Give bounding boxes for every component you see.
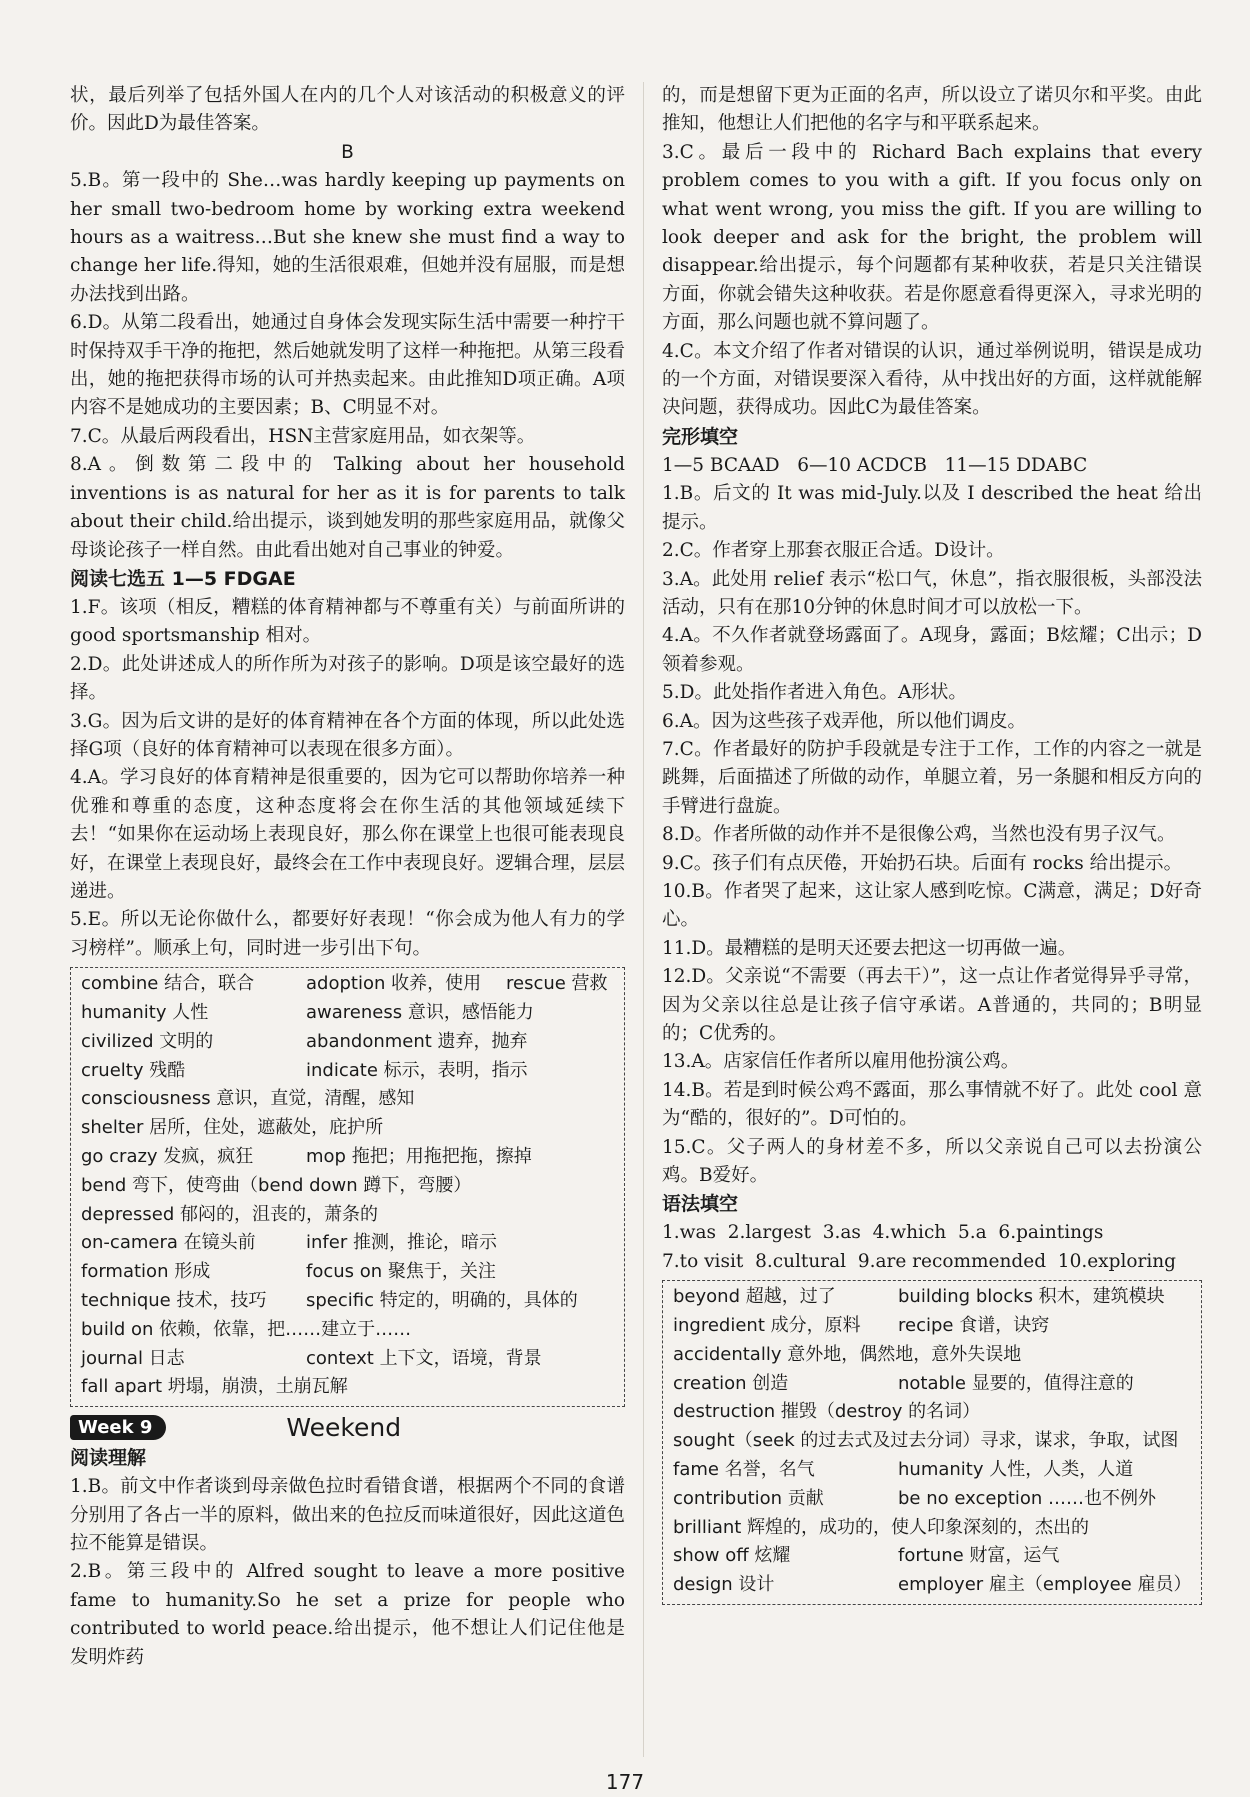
vocab-row (81, 1028, 616, 1057)
vocab-term: technique 技术，技巧 (81, 1289, 267, 1311)
reading-b-answers (70, 167, 625, 565)
vocab-term: infer 推测，推论，暗示 (306, 1232, 497, 1254)
vocab-term: beyond 超越，过了 (673, 1286, 836, 1308)
answer-item: 4.A。学习良好的体育精神是很重要的，因为它可以帮助你培养一种优雅和尊重的态度，这种态度将会在你生活的其他领域延续下去！“如果你在运动场上表现良好，那么你在课堂上也很可能表现良好，在课堂上表现良好，最终会在工作中表现良好。逻辑合理，层层递进。 (70, 767, 626, 902)
vocab-term: abandonment 遗弃，抛弃 (306, 1030, 528, 1052)
vocab-row (81, 1345, 616, 1374)
vocab-row (673, 1571, 1193, 1600)
vocab-term: accidentally 意外地，偶然地，意外失误地 (673, 1343, 1022, 1365)
vocab-row (81, 1201, 616, 1230)
vocab-term: civilized 文明的 (81, 1030, 214, 1052)
vocab-row (673, 1341, 1193, 1370)
vocab-row (81, 1085, 616, 1114)
answer-item: 4.A。不久作者就登场露面了。A现身，露面；B炫耀；C出示；D领着参观。 (662, 625, 1202, 675)
vocab-row (81, 1229, 616, 1258)
left-intro (70, 82, 625, 139)
right-intro (662, 82, 1202, 423)
grammar-heading: 语法填空 (662, 1193, 739, 1216)
answer-item: 5.E。所以无论你做什么，都要好好表现！“你会成为他人有力的学习榜样”。顺承上句，同时进一步引出下句。 (70, 909, 625, 959)
week-badge: Week 9 (70, 1415, 166, 1440)
answer-item: 的，而是想留下更为正面的名声，所以设立了诺贝尔和平奖。由此推知，他想让人们把他的名字与和平联系起来。 (662, 85, 1202, 135)
vocab-row (81, 1143, 616, 1172)
answer-item: 6.D。从第二段看出，她通过自身体会发现实际生活中需要一种拧干时保持双手干净的拖把，然后她就发明了这样一种拖把。从第三段看出，她的拖把获得市场的认可并热卖起来。由此推知D项正确。A项内容不是她成功的主要因素；B、C明显不对。 (70, 312, 626, 419)
answer-item: 1.F。该项（相反，糟糕的体育精神都与不尊重有关）与前面所讲的 good sportsmanship 相对。 (70, 596, 625, 647)
grammar-answers-line: 7.to visit 8.cultural 9.are recommended 10.exploring (662, 1250, 1177, 1272)
answer-item: 14.B。若是到时候公鸡不露面，那么事情就不好了。此处 cool 意为“酷的，很好的”。D可怕的。 (662, 1079, 1202, 1130)
vocab-row (81, 1287, 616, 1316)
answer-item: 5.B。第一段中的 She…was hardly keeping up payments on her small two-bedroom home by working extra weekend hours as a waitress…But she knew she must find a way to change her life.得知，她的生活很艰难，但她并没有屈服，而是想办法找到出路。 (70, 170, 625, 305)
vocab-term: show off 炫耀 (673, 1545, 791, 1567)
vocab-box-left (70, 967, 625, 1407)
vocab-box-right (662, 1280, 1202, 1605)
vocab-term: ingredient 成分，原料 (673, 1315, 861, 1337)
vocab-term: brilliant 辉煌的，成功的，使人印象深刻的，杰出的 (673, 1516, 1090, 1538)
vocab-term: journal 日志 (81, 1347, 185, 1369)
cloze-answer-key: 1—5 BCAAD 6—10 ACDCB 11—15 DDABC (662, 454, 1088, 476)
answer-item: 13.A。店家信任作者所以雇用他扮演公鸡。 (662, 1051, 1020, 1073)
cloze-answers (662, 480, 1202, 1190)
vocab-term: bend 弯下，使弯曲（bend down 蹲下，弯腰） (81, 1174, 472, 1196)
answer-item: 1.B。后文的 It was mid-July.以及 I described the heat 给出提示。 (662, 483, 1202, 533)
column-divider (643, 82, 644, 1757)
vocab-term: recipe 食谱，诀窍 (898, 1315, 1050, 1337)
left-column (70, 82, 625, 1672)
cloze-heading: 完形填空 (662, 425, 739, 448)
vocab-term: sought（seek 的过去式及过去分词）寻求，谋求，争取，试图 (673, 1430, 1179, 1452)
vocab-row (81, 1258, 616, 1287)
vocab-row (673, 1485, 1193, 1514)
right-column (662, 82, 1202, 1611)
answer-item: 7.C。从最后两段看出，HSN主营家庭用品，如衣架等。 (70, 425, 536, 447)
vocab-term: be no exception ……也不例外 (898, 1487, 1157, 1509)
vocab-row (673, 1283, 1193, 1312)
answer-item: 3.A。此处用 relief 表示“松口气，休息”，指衣服很板，头部没法活动，只有在那10分钟的休息时间才可以放松一下。 (662, 568, 1202, 618)
vocab-term: fame 名誉，名气 (673, 1459, 815, 1481)
vocab-term: combine 结合，联合 (81, 973, 255, 995)
vocab-row (673, 1456, 1193, 1485)
vocab-term: mop 拖把；用拖把拖，擦掉 (306, 1145, 532, 1167)
vocab-term: fortune 财富，运气 (898, 1545, 1060, 1567)
vocab-term: indicate 标示，表明，指示 (306, 1059, 528, 1081)
answer-item: 1.B。前文中作者谈到母亲做色拉时看错食谱，根据两个不同的食谱分别用了各占一半的原料，做出来的色拉反而味道很好，因此这道色拉不能算是错误。 (70, 1476, 626, 1554)
vocab-row (81, 1172, 616, 1201)
vocab-term: on-camera 在镜头前 (81, 1232, 256, 1254)
vocab-row (81, 1057, 616, 1086)
vocab-term: humanity 人性 (81, 1001, 209, 1023)
vocab-row (81, 1114, 616, 1143)
vocab-term: consciousness 意识，直觉，清醒，感知 (81, 1088, 415, 1110)
vocab-term: build on 依赖，依靠，把……建立于…… (81, 1318, 412, 1340)
vocab-row (673, 1398, 1193, 1427)
answer-item: 8.D。作者所做的动作并不是很像公鸡，当然也没有男子汉气。 (662, 824, 1176, 846)
answer-item: 7.C。作者最好的防护手段就是专注于工作，工作的内容之一就是跳舞，后面描述了所做的动作，单腿立着，另一条腿和相反方向的手臂进行盘旋。 (662, 738, 1202, 817)
vocab-term: rescue 营救 (506, 973, 608, 995)
vocab-term: fall apart 坍塌，崩溃，土崩瓦解 (81, 1376, 348, 1398)
vocab-row (81, 1373, 616, 1402)
vocab-term: formation 形成 (81, 1261, 211, 1283)
vocab-row (673, 1312, 1193, 1341)
vocab-row (81, 970, 616, 999)
vocab-row (673, 1542, 1193, 1571)
vocab-term: shelter 居所，住处，遮蔽处，庇护所 (81, 1117, 384, 1139)
vocab-term: depressed 郁闷的，沮丧的，萧条的 (81, 1203, 378, 1225)
reading-answers (70, 1473, 625, 1672)
vocab-row (673, 1370, 1193, 1399)
vocab-term: go crazy 发疯，疯狂 (81, 1145, 254, 1167)
page-number: 177 (605, 1770, 645, 1794)
vocab-row (673, 1427, 1193, 1456)
vocab-term: adoption 收养，使用 (306, 973, 482, 995)
paragraph: 状，最后列举了包括外国人在内的几个人对该活动的积极意义的评价。因此D为最佳答案。 (70, 85, 625, 135)
answer-item: 3.C。最后一段中的 Richard Bach explains that every problem comes to you with a gift. If you focus only on what went wrong, you miss the gift. If you are willing to look deeper and ask for the bright, the problem will disappear.给出提示，每个问题都有某种收获，若是只关注错误方面，你就会错失这种收获。若是你愿意看得更深入，寻求光明的方面，那么问题也就不算问题了。 (662, 141, 1202, 334)
section-label-b: B (341, 141, 354, 163)
answer-item: 15.C。父子两人的身材差不多，所以父亲说自己可以去扮演公鸡。B爱好。 (662, 1136, 1202, 1187)
week-header (70, 1413, 625, 1442)
vocab-term: contribution 贡献 (673, 1487, 824, 1509)
vocab-row (673, 1514, 1193, 1543)
answer-item: 4.C。本文介绍了作者对错误的认识，通过举例说明，错误是成功的一个方面，对错误要深入看待，从中找出好的方面，这样就能解决问题，获得成功。因此C为最佳答案。 (662, 340, 1202, 419)
answer-item: 8.A。倒数第二段中的 Talking about her household inventions is as natural for her as it is for parents to talk about their child.给出提示，谈到她发明的那些家庭用品，就像父母谈论孩子一样自然。由此看出她对自己事业的钟爱。 (70, 454, 625, 561)
answer-item: 11.D。最糟糕的是明天还要去把这一切再做一遍。 (662, 937, 1077, 959)
vocab-term: humanity 人性，人类，人道 (898, 1459, 1134, 1481)
answer-item: 2.D。此处讲述成人的所作所为对孩子的影响。D项是该空最好的选择。 (70, 653, 625, 704)
answer-item: 12.D。父亲说“不需要（再去干）”，这一点让作者觉得异乎寻常，因为父亲以往总是让孩子信守承诺。A普通的，共同的；B明显的；C优秀的。 (662, 966, 1202, 1044)
vocab-term: destruction 摧毁（destroy 的名词） (673, 1401, 981, 1423)
vocab-term: context 上下文，语境，背景 (306, 1347, 542, 1369)
vocab-term: focus on 聚焦于，关注 (306, 1261, 496, 1283)
vocab-term: creation 创造 (673, 1372, 789, 1394)
answer-item: 5.D。此处指作者进入角色。A形状。 (662, 682, 967, 704)
vocab-term: employer 雇主（employee 雇员） (898, 1574, 1192, 1596)
vocab-term: building blocks 积木，建筑模块 (898, 1286, 1165, 1308)
vocab-row (81, 1316, 616, 1345)
reading-heading: 阅读理解 (70, 1447, 147, 1470)
seven-choose-five-answers (70, 594, 625, 963)
answer-item: 6.A。因为这些孩子戏弄他，所以他们调皮。 (662, 710, 1027, 732)
answer-item: 2.C。作者穿上那套衣服正合适。D设计。 (662, 540, 1005, 562)
vocab-row (81, 999, 616, 1028)
vocab-term: awareness 意识，感悟能力 (306, 1001, 534, 1023)
answer-item: 3.G。因为后文讲的是好的体育精神在各个方面的体现，所以此处选择G项（良好的体育精神可以表现在很多方面）。 (70, 710, 625, 760)
vocab-term: cruelty 残酷 (81, 1059, 186, 1081)
answer-item: 10.B。作者哭了起来，这让家人感到吃惊。C满意，满足；D好奇心。 (662, 880, 1202, 931)
vocab-term: notable 显要的，值得注意的 (898, 1372, 1134, 1394)
answer-item: 9.C。孩子们有点厌倦，开始扔石块。后面有 rocks 给出提示。 (662, 852, 1183, 874)
week-title: Weekend (286, 1413, 402, 1443)
vocab-term: specific 特定的，明确的，具体的 (306, 1289, 578, 1311)
seven-choose-five-heading: 阅读七选五 1—5 FDGAE (70, 567, 296, 590)
answer-item: 2.B。第三段中的 Alfred sought to leave a more positive fame to humanity.So he set a prize for people who contributed to world peace.给出提示，他不想让人们记住他是发明炸药 (70, 1561, 625, 1668)
vocab-term: design 设计 (673, 1574, 775, 1596)
grammar-answers-line: 1.was 2.largest 3.as 4.which 5.a 6.paintings (662, 1222, 1104, 1244)
